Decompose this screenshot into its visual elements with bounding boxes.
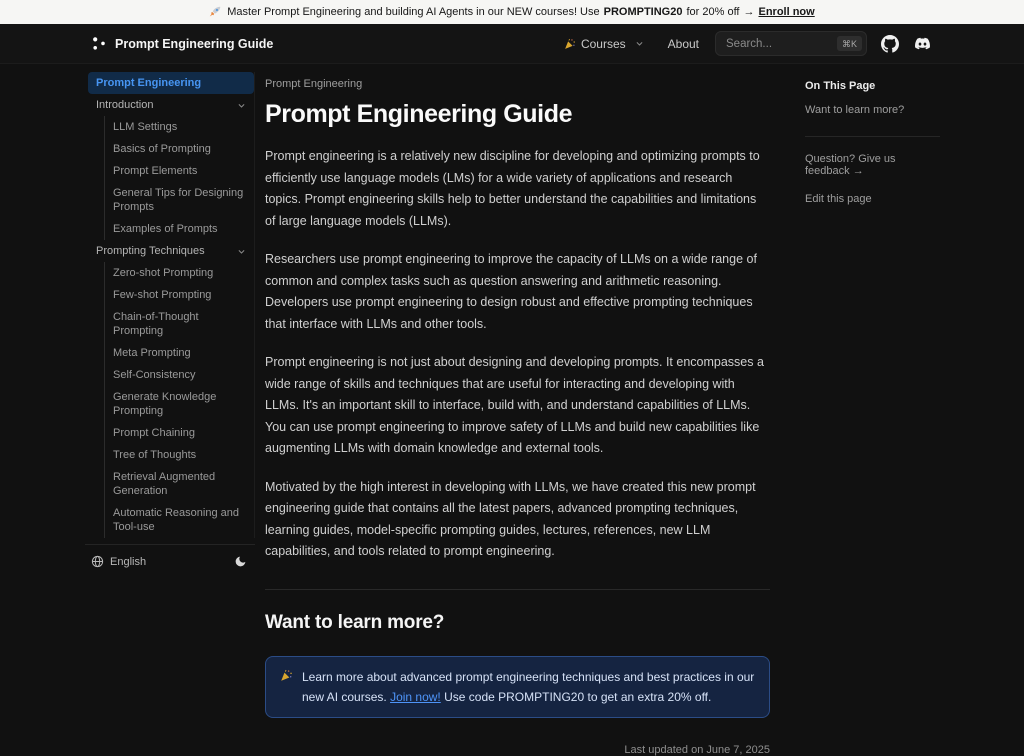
banner-text-1: Master Prompt Engineering and building AI Agents in our NEW courses! Use xyxy=(227,6,600,18)
last-updated: Last updated on June 7, 2025 xyxy=(624,743,770,756)
sidebar-folder-prompting-techniques[interactable]: Prompting Techniques xyxy=(88,240,254,262)
language-switcher[interactable] xyxy=(91,555,146,568)
chevron-down-icon xyxy=(635,39,644,48)
globe-icon xyxy=(91,555,104,568)
sidebar-folder-introduction[interactable]: Introduction xyxy=(88,94,254,116)
feedback-link[interactable]: Question? Give us feedback → xyxy=(805,153,896,177)
page-body xyxy=(0,64,1024,756)
sidebar-item-rag[interactable]: Retrieval Augmented Generation xyxy=(113,471,216,497)
sidebar-item-prompt-elements[interactable]: Prompt Elements xyxy=(113,165,198,177)
intro-paragraph-4: Motivated by the high interest in developing with LLMs, we have created this new prompt engineering guide that contains all the latest papers, advanced prompting techniques, learning guides, model-specific prompting guides, lectures, references, new LLM capabilities, and tools related to prompt engineering. xyxy=(265,479,756,558)
edit-page-link[interactable]: Edit this page xyxy=(805,193,872,205)
sidebar-item-tree-of-thoughts[interactable]: Tree of Thoughts xyxy=(113,449,197,461)
sidebar-item-generate-knowledge[interactable]: Generate Knowledge Prompting xyxy=(113,391,217,417)
intro-paragraph-2: Researchers use prompt engineering to improve the capacity of LLMs on a wide range of common and complex tasks such as question answering and arithmetic reasoning. Developers use prompt engineering to design robust and effective prompting techniques that interface with LLMs and other tools. xyxy=(265,252,757,331)
sidebar-item-llm-settings[interactable]: LLM Settings xyxy=(113,121,178,133)
arrow-right-icon: → xyxy=(743,6,755,18)
courses-label: Courses xyxy=(580,36,626,51)
github-icon xyxy=(881,35,899,53)
courses-menu-button[interactable] xyxy=(564,37,644,51)
sidebar-item-prompt-engineering[interactable]: Prompt Engineering xyxy=(88,72,254,94)
sidebar-item-examples-of-prompts[interactable]: Examples of Prompts xyxy=(113,223,218,235)
section-heading: Want to learn more? xyxy=(265,611,445,633)
chevron-down-icon xyxy=(237,101,246,110)
toc xyxy=(805,64,940,582)
courses-callout xyxy=(265,656,770,718)
sidebar-item-self-consistency[interactable]: Self-Consistency xyxy=(113,369,196,381)
join-now-link[interactable]: Join now! xyxy=(390,689,441,704)
sidebar-sublist-introduction xyxy=(104,116,254,240)
site-logo[interactable] xyxy=(92,36,273,52)
sidebar-item-basics-of-prompting[interactable]: Basics of Prompting xyxy=(113,143,211,155)
sidebar-item-meta-prompting[interactable]: Meta Prompting xyxy=(113,347,191,359)
learn-more-section xyxy=(265,589,770,756)
sidebar-item-few-shot[interactable]: Few-shot Prompting xyxy=(113,289,212,301)
rocket-icon xyxy=(209,6,221,18)
toc-heading: On This Page xyxy=(805,80,876,92)
sidebar-item-prompt-chaining[interactable]: Prompt Chaining xyxy=(113,427,195,439)
theme-toggle-button[interactable] xyxy=(234,555,247,568)
page-title: Prompt Engineering Guide xyxy=(265,100,573,128)
sidebar-sublist-prompting-techniques xyxy=(104,262,254,538)
callout-text: Learn more about advanced prompt engineering techniques and best practices in our new AI courses. Join now! Use code PROMPTING20 to get an extra 20% off. xyxy=(302,669,755,704)
banner-promo-code: PROMPTING20 xyxy=(603,6,683,18)
sidebar-item-chain-of-thought[interactable]: Chain-of-Thought Prompting xyxy=(113,311,199,337)
party-popper-icon xyxy=(280,667,293,707)
sidebar xyxy=(85,64,255,582)
banner-text-2: for 20% off xyxy=(686,6,740,18)
header xyxy=(0,24,1024,64)
intro-paragraph-1: Prompt engineering is a relatively new discipline for developing and optimizing prompts to efficiently use language models (LMs) for a wide variety of applications and research topics. Prompt engineering skills help to better understand the capabilities and limitations of large language models (LLMs). xyxy=(265,149,760,228)
sidebar-item-general-tips[interactable]: General Tips for Designing Prompts xyxy=(113,187,244,213)
sidebar-item-art[interactable]: Automatic Reasoning and Tool-use xyxy=(113,507,239,533)
toc-divider xyxy=(805,136,940,137)
github-link[interactable] xyxy=(881,35,899,53)
intro-paragraph-3: Prompt engineering is not just about designing and developing prompts. It encompasses a wide range of skills and techniques that are useful for interacting and developing with LLMs. It's an important skill to interface, build with, and understand capabilities of LLMs. You can use prompt engineering to improve safety of LLMs and build new capabilities like augmenting LLMs with domain knowledge and external tools. xyxy=(265,355,764,455)
main-content xyxy=(265,64,770,756)
search-shortcut-badge: ⌘K xyxy=(837,36,862,51)
party-popper-icon xyxy=(564,38,576,50)
discord-link[interactable] xyxy=(913,36,932,51)
chevron-down-icon xyxy=(237,247,246,256)
search-box[interactable] xyxy=(715,31,867,56)
logo-dots-icon xyxy=(92,36,107,52)
promo-banner[interactable] xyxy=(0,0,1024,24)
discord-icon xyxy=(913,36,932,51)
toc-link-want-to-learn-more[interactable]: Want to learn more? xyxy=(805,104,905,116)
nav-about-link[interactable]: About xyxy=(667,36,699,51)
logo-title: Prompt Engineering Guide xyxy=(115,36,274,51)
sidebar-item-zero-shot[interactable]: Zero-shot Prompting xyxy=(113,267,214,279)
sidebar-footer xyxy=(85,544,255,582)
language-label: English xyxy=(110,555,147,568)
header-nav xyxy=(564,31,932,56)
enroll-now-link[interactable]: Enroll now xyxy=(758,6,815,18)
moon-icon xyxy=(234,555,247,568)
sidebar-nav xyxy=(85,72,255,538)
breadcrumb: Prompt Engineering xyxy=(265,78,363,90)
